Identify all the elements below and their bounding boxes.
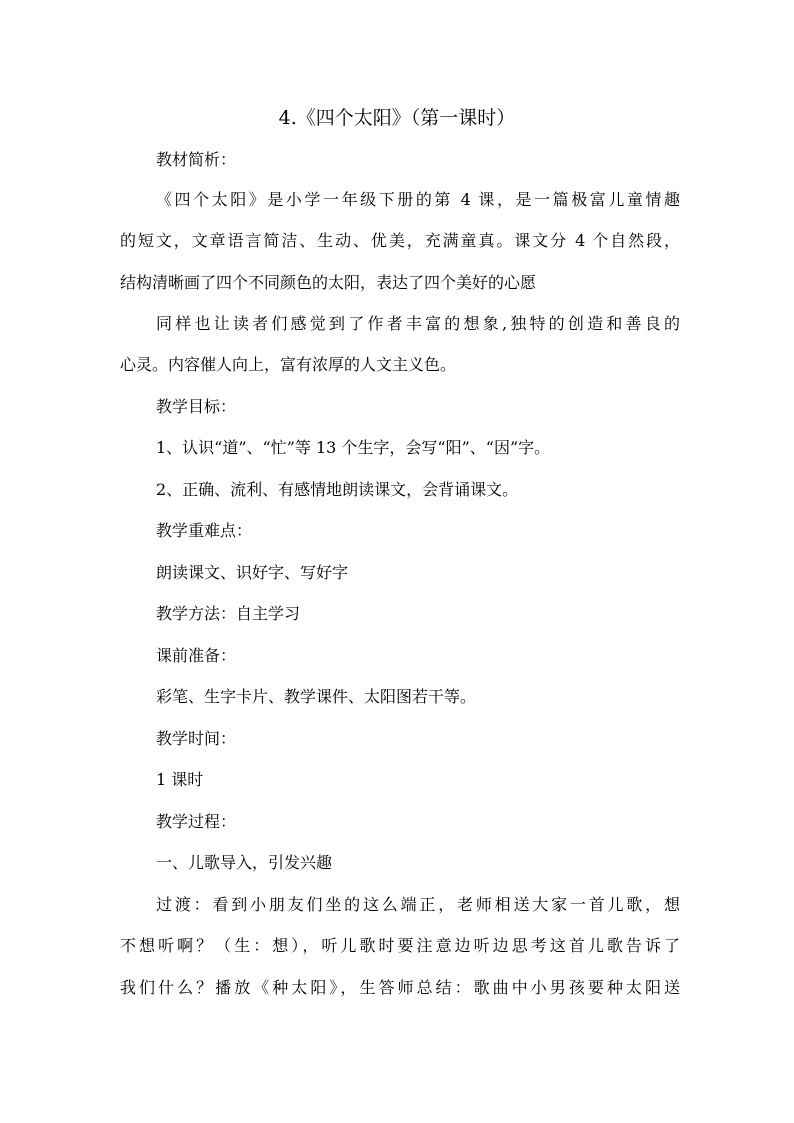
preparation-text: 彩笔、生字卡片、教学课件、太阳图若干等。 [156,687,477,706]
teaching-method: 教学方法：自主学习 [156,604,301,623]
goal-item-2: 2、正确、流利、有感情地朗读课文，会背诵课文。 [156,480,519,499]
analysis-paragraph-1-line-1: 《四个太阳》是小学一年级下册的第 4 课，是一篇极富儿童情趣 [156,190,680,209]
goals-heading: 教学目标： [156,397,237,416]
teaching-time-text: 1 课时 [156,770,204,789]
transition-line-2: 不想听啊？（生：想），听儿歌时要注意边听边思考这首儿歌告诉了 [120,936,680,955]
teaching-time-heading: 教学时间： [156,729,237,748]
page-title: 4.《四个太阳》（第一课时） [278,107,516,129]
preparation-heading: 课前准备： [156,646,237,665]
analysis-heading: 教材简析： [156,150,237,169]
analysis-paragraph-2-line-1: 同样也让读者们感觉到了作者丰富的想象,独特的创造和善良的 [156,314,680,333]
transition-line-3: 我们什么？播放《种太阳》，生答师总结：歌曲中小男孩要种太阳送 [120,978,680,997]
analysis-paragraph-1-line-3: 结构清晰画了四个不同颜色的太阳，表达了四个美好的心愿 [120,273,537,292]
process-heading: 教学过程： [156,812,237,831]
goal-item-1: 1、认识“道”、“忙”等 13 个生字，会写“阳”、“因”字。 [156,438,551,457]
key-points-heading: 教学重难点： [156,521,253,540]
transition-line-1: 过渡：看到小朋友们坐的这么端正，老师相送大家一首儿歌，想 [156,895,680,914]
analysis-paragraph-1-line-2: 的短文，文章语言简洁、生动、优美，充满童真。课文分 4 个自然段， [120,231,680,250]
analysis-paragraph-2-line-2: 心灵。内容催人向上，富有浓厚的人文主义色。 [120,355,457,374]
process-step-1: 一、儿歌导入，引发兴趣 [156,853,333,872]
key-points-text: 朗读课文、识好字、写好字 [156,563,349,582]
